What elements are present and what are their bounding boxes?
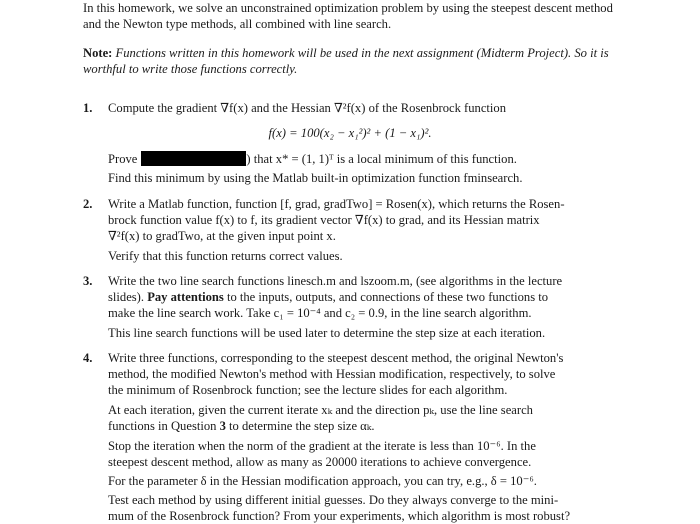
q1-line3: Find this minimum by using the Matlab built-in optimization function fminsearch. — [108, 171, 523, 185]
q4-line10: mum of the Rosenbrock function? From your experiments, which algorithm is most robust? — [108, 509, 571, 523]
note-text: Functions written in this homework will be used in the next assignment (Midterm Project). So it is worthful to write those functions correctly. — [83, 46, 609, 77]
q3-line2 — [108, 289, 548, 305]
q4-line7: steepest descent method, allow as many as 20000 iterations to achieve convergence. — [108, 455, 532, 469]
q4-line9: Test each method by using different initial guesses. Do they always converge to the mini- — [108, 493, 559, 507]
q2-line3: ∇²f(x) to gradTwo, at the given input point x. — [108, 229, 336, 243]
q3-number: 3. — [83, 274, 93, 288]
q4-line8: For the parameter δ in the Hessian modification approach, you can try, e.g., δ = 10⁻⁶. — [108, 474, 537, 488]
q1-prove-b: ) that x* = (1, 1)ᵀ is a local minimum of this function. — [246, 152, 517, 166]
q3-line4: This line search functions will be used later to determine the step size at each iteration. — [108, 326, 546, 340]
q3-line2-a: slides). — [108, 290, 148, 304]
q3-line3: make the line search work. Take c₁ = 10⁻⁴ and c₂ = 0.9, in the line search algorithm. — [108, 306, 532, 320]
q1-line1: Compute the gradient ∇f(x) and the Hessian ∇²f(x) of the Rosenbrock function — [108, 101, 507, 115]
q2-number: 2. — [83, 197, 93, 211]
intro-paragraph: In this homework, we solve an unconstrained optimization problem by using the steepest descent method and the Newton type methods, all combined with line search. — [83, 1, 613, 32]
q1-prove-a: Prove — [108, 152, 138, 166]
q2-line4: Verify that this function returns correct values. — [108, 249, 343, 263]
q4-line5-a: functions in Question — [108, 419, 220, 433]
q4-number: 4. — [83, 351, 93, 365]
q4-line5-c: to determine the step size αₖ. — [225, 419, 375, 433]
q3-line2-c: to the inputs, outputs, and connections of these two functions to — [223, 290, 549, 304]
q4-line3: the minimum of Rosenbrock function; see the lecture slides for each algorithm. — [108, 383, 508, 397]
q3-line1: Write the two line search functions linesch.m and lszoom.m, (see algorithms in the lecture — [108, 274, 563, 288]
q3-emphasis: Pay attentions — [147, 290, 224, 304]
note-paragraph — [83, 45, 623, 77]
q4-line2: method, the modified Newton's method with Hessian modification, respectively, to solve — [108, 367, 556, 381]
note-label: Note: — [83, 46, 113, 60]
redaction-bar — [141, 151, 246, 166]
q4-line1: Write three functions, corresponding to the steepest descent method, the original Newton's — [108, 351, 564, 365]
q1-prove-line — [108, 151, 517, 167]
q4-line5 — [108, 418, 375, 434]
q4-question-ref: 3 — [219, 419, 226, 433]
q4-line6: Stop the iteration when the norm of the gradient at the iterate is less than 10⁻⁶. In the — [108, 439, 536, 453]
q2-line2: brock function value f(x) to f, its gradient vector ∇f(x) to grad, and its Hessian matrix — [108, 213, 540, 227]
q1-formula: f(x) = 100(x₂ − x₁²)² + (1 − x₁)². — [268, 126, 432, 140]
q1-number: 1. — [83, 101, 93, 115]
q4-line4: At each iteration, given the current iterate xₖ and the direction pₖ, use the line search — [108, 403, 533, 417]
q2-line1: Write a Matlab function, function [f, grad, gradTwo] = Rosen(x), which returns the Rosen- — [108, 197, 565, 211]
